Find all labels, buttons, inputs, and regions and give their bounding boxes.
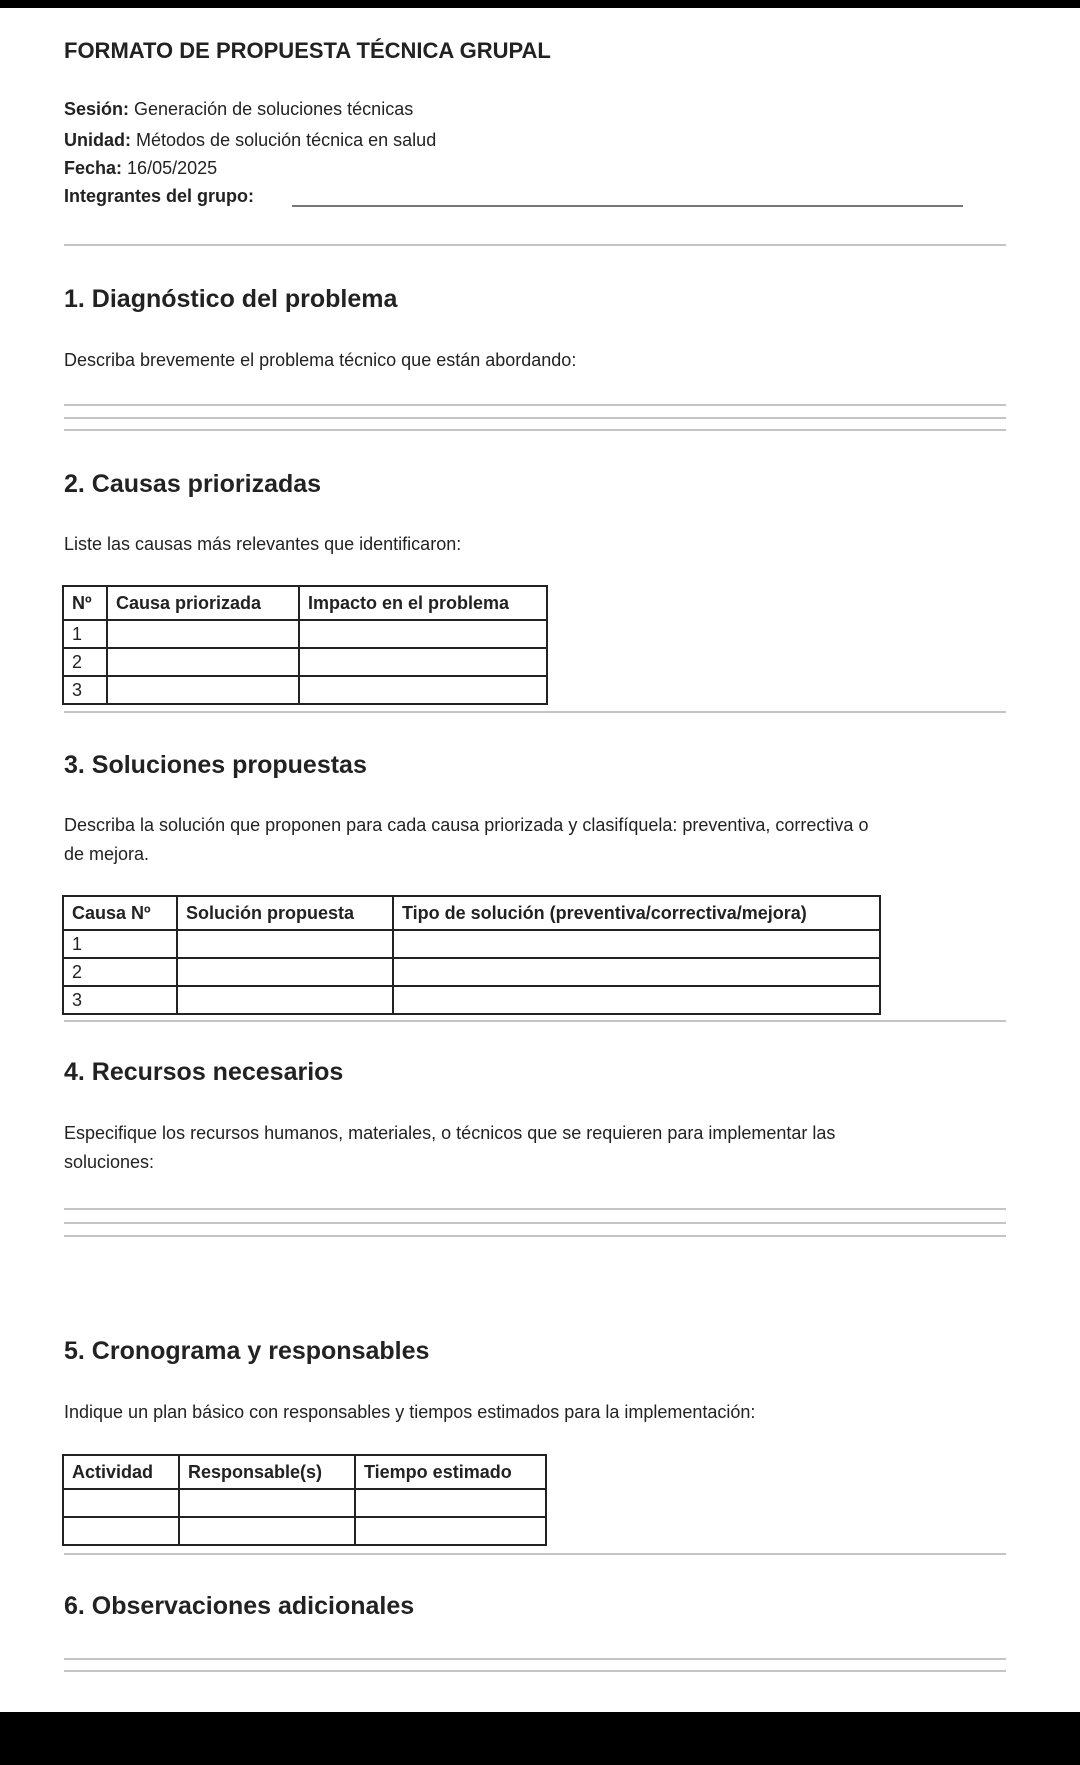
table-header-row — [63, 586, 547, 620]
section-3-heading: 3. Soluciones propuestas — [64, 751, 367, 779]
divider — [64, 244, 1006, 246]
section-2-prompt: Liste las causas más relevantes que identificaron: — [64, 534, 462, 554]
solution-cell[interactable] — [177, 986, 393, 1014]
section-2-heading: 2. Causas priorizadas — [64, 470, 322, 498]
members-blank-line[interactable] — [292, 205, 963, 207]
unit-value: Métodos de solución técnica en salud — [136, 130, 437, 150]
divider — [64, 1553, 1006, 1555]
section-1-prompt: Describa brevemente el problema técnico que están abordando: — [64, 350, 577, 370]
column-header: Actividad — [63, 1455, 179, 1489]
date-line — [64, 158, 217, 179]
date-label: Fecha: — [64, 158, 123, 178]
members-line — [64, 186, 254, 207]
column-header: Impacto en el problema — [299, 586, 547, 620]
type-cell[interactable] — [393, 986, 880, 1014]
document-title: FORMATO DE PROPUESTA TÉCNICA GRUPAL — [64, 38, 551, 63]
row-number: 2 — [63, 648, 107, 676]
responsible-cell[interactable] — [179, 1489, 355, 1517]
type-cell[interactable] — [393, 930, 880, 958]
column-header: Nº — [63, 586, 107, 620]
divider — [64, 711, 1006, 713]
table-row — [63, 648, 547, 676]
section-4-prompt-line2: soluciones: — [64, 1152, 155, 1172]
unit-line — [64, 130, 436, 151]
section-1-heading: 1. Diagnóstico del problema — [64, 285, 398, 313]
column-header: Causa priorizada — [107, 586, 299, 620]
column-header: Tiempo estimado — [355, 1455, 546, 1489]
session-value: Generación de soluciones técnicas — [134, 99, 414, 119]
section-6-heading: 6. Observaciones adicionales — [64, 1592, 415, 1620]
section-3-prompt-line2: de mejora. — [64, 844, 150, 864]
responsible-cell[interactable] — [179, 1517, 355, 1545]
row-number: 1 — [63, 930, 177, 958]
solution-cell[interactable] — [177, 958, 393, 986]
answer-line[interactable] — [64, 404, 1006, 406]
activity-cell[interactable] — [63, 1517, 179, 1545]
row-number: 3 — [63, 986, 177, 1014]
answer-line[interactable] — [64, 429, 1006, 431]
cause-cell[interactable] — [107, 676, 299, 704]
bottom-black-bar — [0, 1712, 1080, 1765]
answer-line[interactable] — [64, 1658, 1006, 1660]
date-value: 16/05/2025 — [127, 158, 218, 178]
section-5-heading: 5. Cronograma y responsables — [64, 1337, 430, 1365]
table-row — [63, 986, 880, 1014]
session-line — [64, 99, 413, 120]
schedule-table — [62, 1454, 547, 1546]
answer-line[interactable] — [64, 1235, 1006, 1237]
answer-line[interactable] — [64, 1670, 1006, 1672]
table-row — [63, 1517, 546, 1545]
answer-line[interactable] — [64, 1222, 1006, 1224]
row-number: 2 — [63, 958, 177, 986]
table-header-row — [63, 896, 880, 930]
column-header: Responsable(s) — [179, 1455, 355, 1489]
column-header: Tipo de solución (preventiva/correctiva/mejora) — [393, 896, 880, 930]
solutions-table — [62, 895, 881, 1015]
row-number: 1 — [63, 620, 107, 648]
members-label: Integrantes del grupo: — [64, 186, 255, 206]
section-5-prompt: Indique un plan básico con responsables y tiempos estimados para la implementación: — [64, 1402, 756, 1422]
activity-cell[interactable] — [63, 1489, 179, 1517]
session-label: Sesión: — [64, 99, 130, 119]
cause-cell[interactable] — [107, 620, 299, 648]
section-3-prompt-line1: Describa la solución que proponen para cada causa priorizada y clasifíquela: preventiva, correctiva o — [64, 815, 869, 835]
type-cell[interactable] — [393, 958, 880, 986]
answer-line[interactable] — [64, 1208, 1006, 1210]
time-cell[interactable] — [355, 1517, 546, 1545]
divider — [64, 1020, 1006, 1022]
table-row — [63, 620, 547, 648]
top-black-bar — [0, 0, 1080, 8]
table-header-row — [63, 1455, 546, 1489]
solution-cell[interactable] — [177, 930, 393, 958]
answer-line[interactable] — [64, 417, 1006, 419]
column-header: Solución propuesta — [177, 896, 393, 930]
column-header: Causa Nº — [63, 896, 177, 930]
impact-cell[interactable] — [299, 676, 547, 704]
section-4-heading: 4. Recursos necesarios — [64, 1058, 344, 1086]
table-row — [63, 1489, 546, 1517]
row-number: 3 — [63, 676, 107, 704]
table-row — [63, 930, 880, 958]
causes-table — [62, 585, 548, 705]
cause-cell[interactable] — [107, 648, 299, 676]
time-cell[interactable] — [355, 1489, 546, 1517]
impact-cell[interactable] — [299, 620, 547, 648]
unit-label: Unidad: — [64, 130, 131, 150]
table-row — [63, 958, 880, 986]
table-row — [63, 676, 547, 704]
impact-cell[interactable] — [299, 648, 547, 676]
section-4-prompt-line1: Especifique los recursos humanos, materiales, o técnicos que se requieren para implementar las — [64, 1123, 836, 1143]
